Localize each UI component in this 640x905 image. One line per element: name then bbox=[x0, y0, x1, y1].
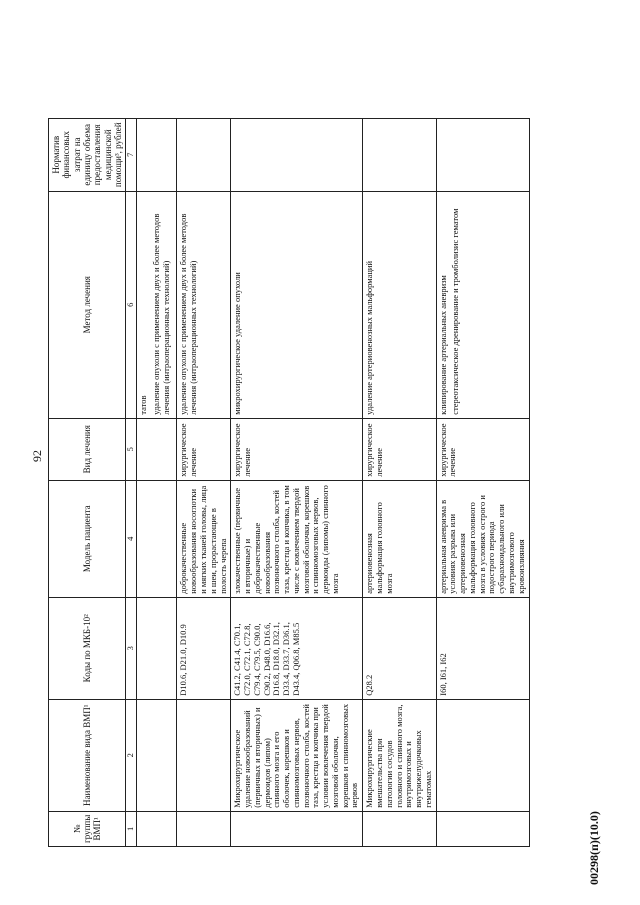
cell-codes: C41.2, C41.4, C70.1, C72.0, C72.1, C72.8, C79.4, C79.5, C90.0, C90.2, D48.0, D16.6, D16.8, D18.0, D32.1, D33.4, D33.7, D36.1, D43.4, Q06.8, M85.5 bbox=[231, 597, 363, 699]
cell-model: злокачественные (первичные и вторичные) и доброкачественные новообразования позвоночного столба, костей таза, крестца и копчика, в том числе с вовлечением твердой мозговой оболочки, корешков и спинномозговых нервов, дермоиды (липомы) спинного мозга bbox=[231, 480, 363, 597]
cell-norm bbox=[137, 118, 177, 191]
cell-treatment: хирургическое лечение bbox=[436, 418, 529, 480]
cell-norm bbox=[231, 118, 363, 191]
method-item: удаление опухоли с применением двух и более методов лечения (интраоперационных технологий) bbox=[178, 213, 199, 415]
header-norm: Норматив финансовых затрат на единицу объема предоставления медицинской помощи³, рублей bbox=[49, 118, 126, 191]
method-item: стереотаксическое дренирование и тромболизис гематом bbox=[450, 208, 461, 415]
column-index-row bbox=[126, 118, 137, 846]
method-item: удаление артериовенозных мальформаций bbox=[364, 260, 375, 415]
column-index: 7 bbox=[126, 118, 137, 191]
cell-treatment: хирургическое лечение bbox=[177, 418, 231, 480]
header-method: Метод лечения bbox=[49, 191, 126, 418]
column-index: 1 bbox=[126, 811, 137, 846]
cell-model bbox=[137, 480, 177, 597]
cell-norm bbox=[436, 118, 529, 191]
column-index: 5 bbox=[126, 418, 137, 480]
table-row bbox=[363, 118, 436, 846]
cell-codes: Q28.2 bbox=[363, 597, 436, 699]
column-index: 2 bbox=[126, 699, 137, 811]
table-row bbox=[436, 118, 529, 846]
column-index: 3 bbox=[126, 597, 137, 699]
cell-model: артериовенозная мальформация головного мозга bbox=[363, 480, 436, 597]
cell-group bbox=[137, 811, 177, 846]
cell-treatment: хирургическое лечение bbox=[363, 418, 436, 480]
method-item: клипирование артериальных аневризм bbox=[437, 275, 448, 415]
table-row bbox=[231, 118, 363, 846]
cell-group bbox=[231, 811, 363, 846]
cell-codes: I60, I61, I62 bbox=[436, 597, 529, 699]
table-row bbox=[137, 118, 177, 846]
column-index: 6 bbox=[126, 191, 137, 418]
cell-methods bbox=[231, 191, 363, 418]
cell-group bbox=[363, 811, 436, 846]
cell-name bbox=[436, 699, 529, 811]
method-item: татов bbox=[138, 395, 149, 415]
cell-name: Микрохирургическое удаление новообразований (первичных и вторичных) и дермоидов (липом) спинного мозга и его оболочек, корешков и спинномозговых нервов, позвоночного столба, костей таза, крестца и копчика при условии вовлечения твердой мозговой оболочки, корешков и спинномозговых нервов bbox=[231, 699, 363, 811]
vmp-table bbox=[48, 118, 530, 847]
cell-treatment: хирургическое лечение bbox=[231, 418, 363, 480]
method-item: микрохирургическое удаление опухоли bbox=[232, 272, 243, 415]
cell-codes bbox=[137, 597, 177, 699]
header-name: Наименование вида ВМП¹ bbox=[49, 699, 126, 811]
header-treatment: Вид лечения bbox=[49, 418, 126, 480]
cell-name bbox=[137, 699, 177, 811]
footer-code: 00298(п)(10.0) bbox=[587, 811, 601, 885]
column-index: 4 bbox=[126, 480, 137, 597]
cell-treatment bbox=[137, 418, 177, 480]
cell-methods bbox=[436, 191, 529, 418]
table-header-row bbox=[49, 118, 126, 846]
header-codes: Коды по МКБ-10² bbox=[49, 597, 126, 699]
cell-group bbox=[436, 811, 529, 846]
header-group: № группы ВМП¹ bbox=[49, 811, 126, 846]
cell-group bbox=[177, 811, 231, 846]
header-model: Модель пациента bbox=[49, 480, 126, 597]
cell-model: доброкачественные новообразования носоглотки и мягких тканей головы, лица и шеи, прорастающие в полость черепа bbox=[177, 480, 231, 597]
cell-name bbox=[177, 699, 231, 811]
cell-norm bbox=[177, 118, 231, 191]
cell-methods bbox=[177, 191, 231, 418]
cell-model: артериальная аневризма в условиях разрыва или артериовенозная мальформация головного мозга в условиях острого и подострого периода субарахноидального или внутримозгового кровоизлияния bbox=[436, 480, 529, 597]
cell-methods bbox=[137, 191, 177, 418]
cell-codes: D10.6, D21.0, D10.9 bbox=[177, 597, 231, 699]
cell-norm bbox=[363, 118, 436, 191]
method-item: удаление опухоли с применением двух и более методов лечения (интраоперационных технологий) bbox=[150, 213, 171, 415]
cell-methods bbox=[363, 191, 436, 418]
page-number: 92 bbox=[30, 450, 44, 462]
cell-name: Микрохирургические вмешательства при патологии сосудов головного и спинного мозга, внутримозговых и внутрижелудочковых гематомах bbox=[363, 699, 436, 811]
table-row bbox=[177, 118, 231, 846]
